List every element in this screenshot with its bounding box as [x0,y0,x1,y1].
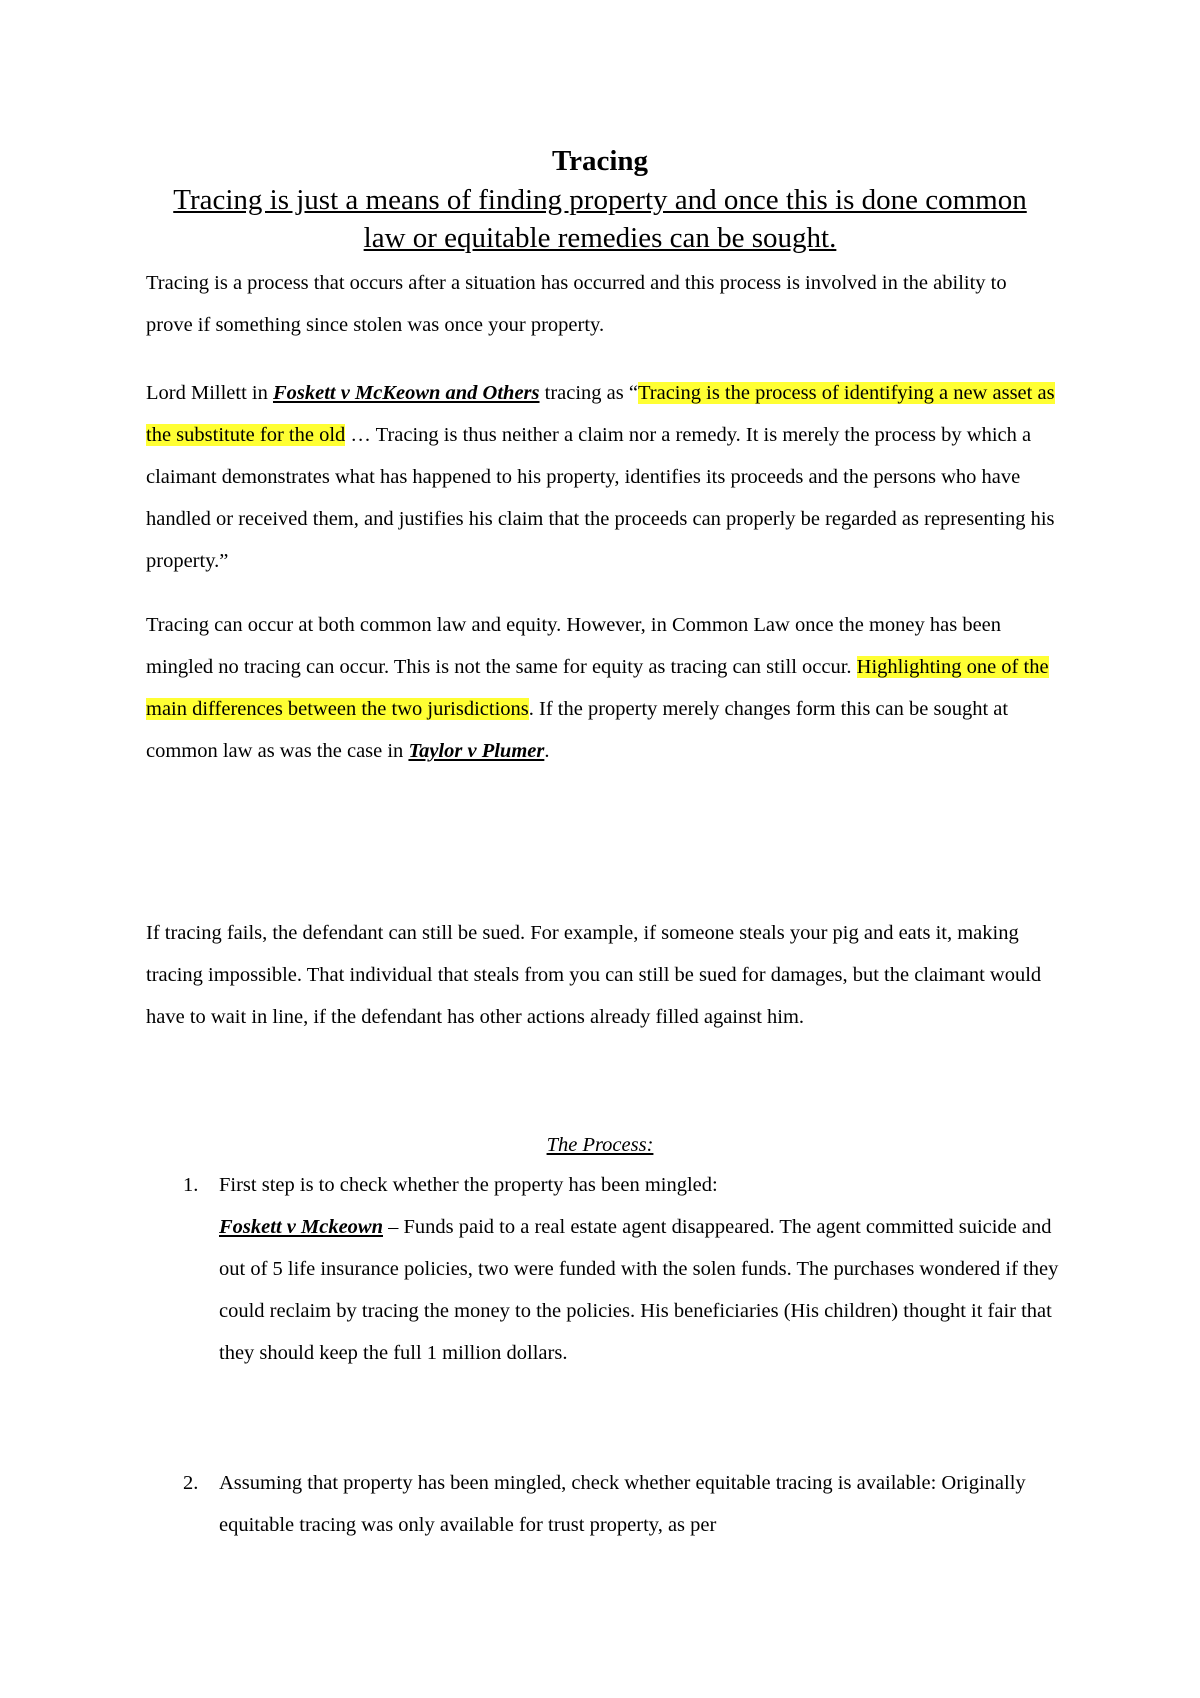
p2-intro: Lord Millett in [146,382,273,404]
p2-rest: … Tracing is thus neither a claim nor a remedy. It is merely the process by which a claimant demonstrates what has happened to his property, identifies its proceeds and the persons who have handled or received them, and justifies his claim that the proceeds can properly be regarded as representing his property.” [146,424,1055,572]
list-item-lead: First step is to check whether the property has been mingled: [219,1174,718,1196]
process-heading: The Process: [546,1134,654,1156]
paragraph-millett-quote [146,372,1056,582]
list-item [183,1164,1069,1374]
list-item-text: Assuming that property has been mingled, check whether equitable tracing is available: Originally equitable tracing was only available for trust property, as per [219,1472,1026,1536]
paragraph-common-law [146,604,1056,772]
case-citation-taylor: Taylor v Plumer [408,740,545,762]
document-subtitle: Tracing is just a means of finding property and once this is done common law or equitable remedies can be sought. [173,184,1027,254]
list-item [183,1462,1069,1546]
list-item-detail: – Funds paid to a real estate agent disappeared. The agent committed suicide and out of 5 life insurance policies, two were funded with the solen funds. The purchases wondered if they could reclaim by tracing the money to the policies. His beneficiaries (His children) thought it fair that they should keep the full 1 million dollars. [219,1216,1059,1364]
list-number: 2. [183,1472,199,1494]
paragraph-intro: Tracing is a process that occurs after a situation has occurred and this process is involved in the ability to prove if something since stolen was once your property. [146,272,1007,336]
case-citation-foskett: Foskett v McKeown and Others [272,382,540,404]
p3-end: . [544,740,550,762]
case-citation-foskett-mckeown: Foskett v Mckeown [219,1216,383,1238]
p2-mid: tracing as “ [539,382,638,404]
highlighted-definition: Tracing is the process of identifying a new asset as the substitute for the old [146,382,1055,446]
p3-mid: . If the property merely changes form this can be sought at common law as was the case in [146,698,1009,762]
highlighted-difference: Highlighting one of the main differences between the two jurisdictions [146,656,1049,720]
document-title: Tracing [551,145,649,177]
p3-intro: Tracing can occur at both common law and equity. However, in Common Law once the money has been mingled no tracing can occur. This is not the same for equity as tracing can still occur. [146,614,1002,678]
list-number: 1. [183,1174,199,1196]
paragraph-tracing-fails: If tracing fails, the defendant can still be sued. For example, if someone steals your pig and eats it, making tracing impossible. That individual that steals from you can still be sued for damages, but the claimant would have to wait in line, if the defendant has other actions already filled against him. [146,922,1042,1028]
list-item-body [219,1206,1069,1374]
